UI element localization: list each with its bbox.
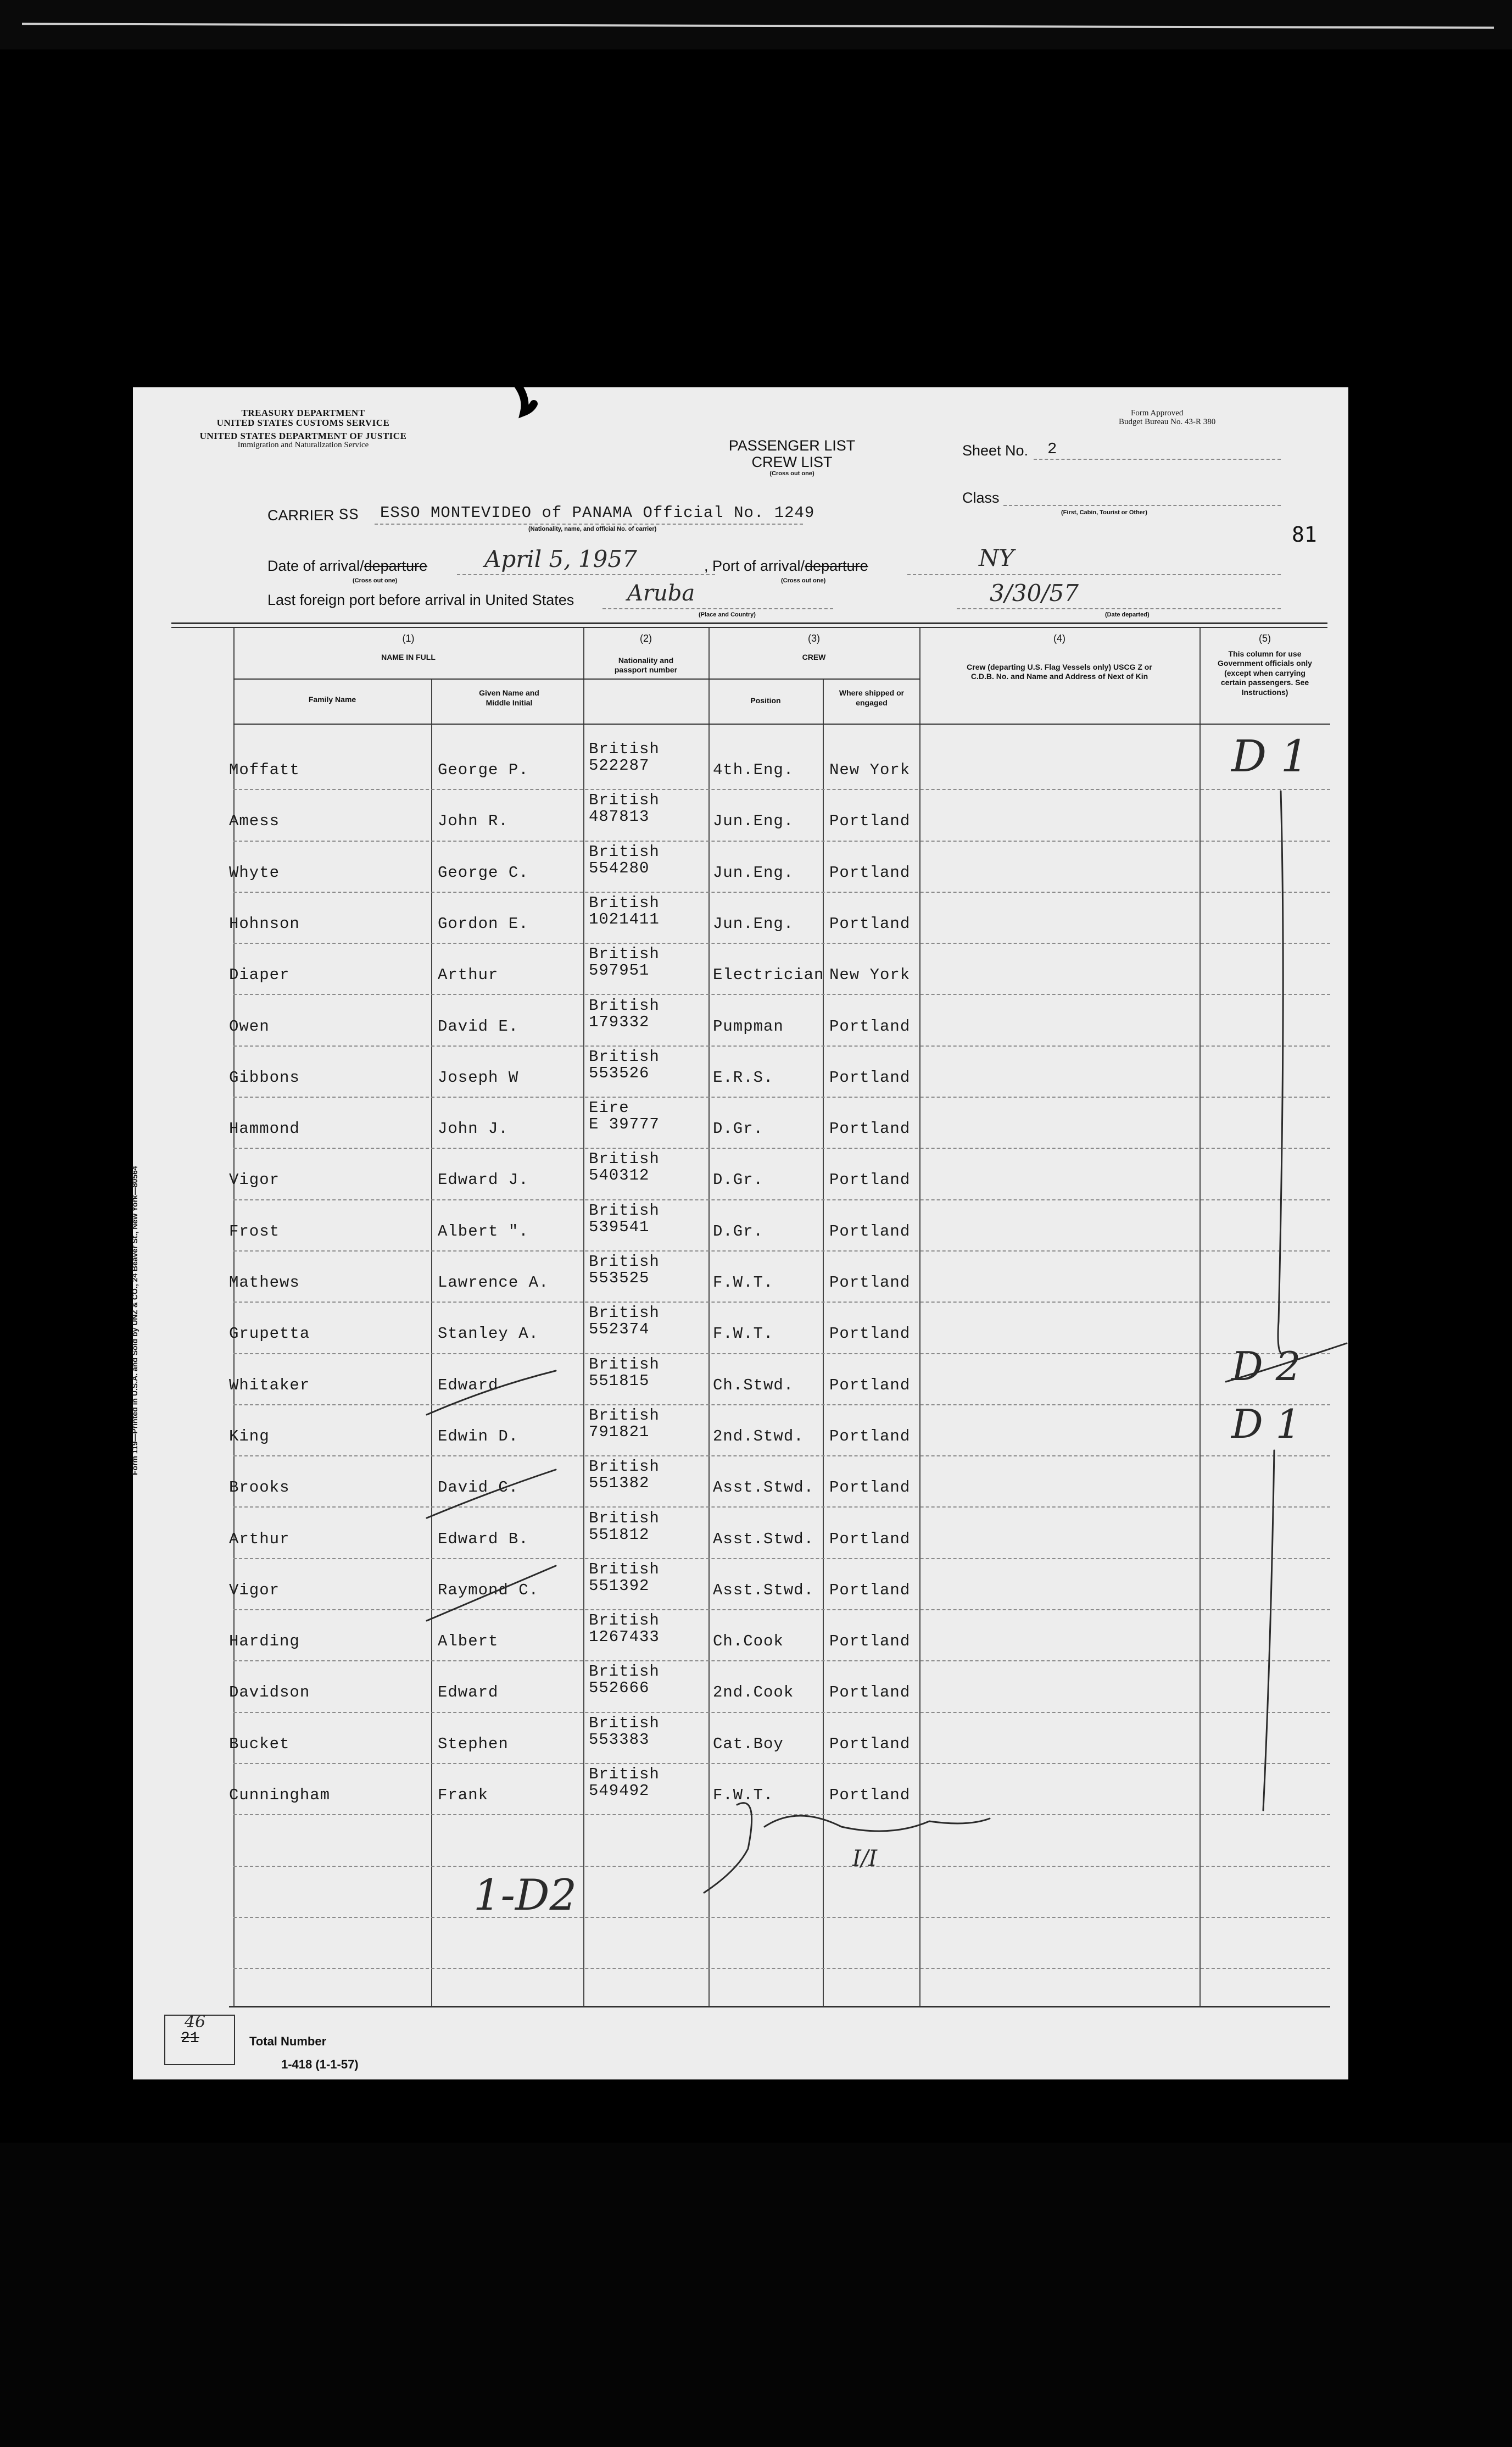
family-name: Whyte xyxy=(229,863,280,882)
nationality: British xyxy=(589,1304,660,1322)
where-engaged: Portland xyxy=(829,1734,911,1753)
given-name: Stephen xyxy=(438,1734,509,1753)
given-name: John R. xyxy=(438,812,509,831)
form-number: 1-418 (1-1-57) xyxy=(281,2057,359,2071)
nationality: British xyxy=(589,1406,660,1425)
where-engaged: Portland xyxy=(829,1017,911,1036)
position: Asst.Stwd. xyxy=(713,1478,814,1497)
where-engaged: Portland xyxy=(829,1376,911,1394)
date-departure-struck: departure xyxy=(364,558,428,574)
date-arrival-label: Date of arrival/ xyxy=(267,558,364,574)
given-name: Albert xyxy=(438,1632,499,1651)
given-name: Edwin D. xyxy=(438,1427,519,1445)
nationality: British xyxy=(589,1458,660,1476)
family-name: Grupetta xyxy=(229,1325,310,1343)
nationality: British xyxy=(589,1662,660,1681)
where-engaged: Portland xyxy=(829,1427,911,1445)
place-note: (Place and Country) xyxy=(699,611,756,618)
family-name: Bucket xyxy=(229,1734,290,1753)
family-name: Frost xyxy=(229,1222,280,1241)
handwriting-layer xyxy=(133,387,1348,2079)
col5-title: This column for use Government officials only (except when carrying certain passengers. See Instructions) xyxy=(1218,649,1312,697)
printer-side-text: Form 119—Printed in U.S.A. and Sold by UNZ & CO., 24 Beaver St., New York—80564 xyxy=(130,1166,139,1475)
annotation-initials: I/I xyxy=(852,1846,878,1871)
col2-number: (2) xyxy=(640,633,652,644)
passport-number: 549492 xyxy=(589,1782,650,1800)
passport-number: 597951 xyxy=(589,961,650,980)
passenger-list-label: PASSENGER LIST xyxy=(728,437,856,454)
col2-title: Nationality and passport number xyxy=(614,655,678,674)
nationality: British xyxy=(589,1150,660,1169)
given-name: George P. xyxy=(438,761,529,779)
position: Asst.Stwd. xyxy=(713,1530,814,1548)
ins-line: Immigration and Naturalization Service xyxy=(237,440,369,449)
col3-number: (3) xyxy=(808,633,820,644)
carrier-ss: SS xyxy=(339,506,359,524)
justice-line: UNITED STATES DEPARTMENT OF JUSTICE xyxy=(199,430,407,441)
where-engaged: Portland xyxy=(829,914,911,933)
signature-stroke xyxy=(704,1803,990,1893)
where-engaged: Portland xyxy=(829,812,911,831)
total-box xyxy=(164,2012,235,2065)
treasury-line: TREASURY DEPARTMENT xyxy=(241,408,365,418)
position: Ch.Stwd. xyxy=(713,1376,794,1394)
arrival-date-handwritten: April 5, 1957 xyxy=(484,546,637,572)
position: Cat.Boy xyxy=(713,1734,784,1753)
given-name: Frank xyxy=(438,1786,489,1804)
passport-number: 1021411 xyxy=(589,910,660,928)
nationality: British xyxy=(589,740,660,758)
port-departure-struck: departure xyxy=(805,558,868,574)
port-handwritten: NY xyxy=(979,544,1014,571)
given-name: George C. xyxy=(438,863,529,882)
given-name: Lawrence A. xyxy=(438,1273,549,1292)
family-name: Mathews xyxy=(229,1273,300,1292)
family-name: Cunningham xyxy=(229,1786,331,1804)
position: D.Gr. xyxy=(713,1171,764,1189)
passport-number: 539541 xyxy=(589,1217,650,1236)
nationality: British xyxy=(589,1355,660,1373)
family-name-header: Family Name xyxy=(308,695,356,704)
total-number-label: Total Number xyxy=(249,2034,327,2048)
annotation-d2: D 2 xyxy=(1231,1343,1301,1389)
passport-number: 179332 xyxy=(589,1013,650,1031)
last-port-handwritten: Aruba xyxy=(627,581,695,606)
family-name: Vigor xyxy=(229,1581,280,1599)
position: D.Gr. xyxy=(713,1222,764,1241)
family-name: Moffatt xyxy=(229,761,300,779)
given-name: Stanley A. xyxy=(438,1325,539,1343)
carrier-note: (Nationality, name, and official No. of carrier) xyxy=(528,526,657,532)
col5-bracket-top xyxy=(1278,791,1283,1354)
crew-list-form xyxy=(130,387,1348,2079)
where-engaged: Portland xyxy=(829,1273,911,1292)
family-name: King xyxy=(229,1427,270,1445)
given-name: Albert ". xyxy=(438,1222,529,1241)
budget-number: Budget Bureau No. 43-R 380 xyxy=(1119,417,1216,426)
nationality: British xyxy=(589,996,660,1015)
position: F.W.T. xyxy=(713,1273,774,1292)
given-name: Joseph W xyxy=(438,1068,519,1087)
given-name: Edward B. xyxy=(438,1530,529,1548)
where-engaged: Portland xyxy=(829,1786,911,1804)
total-new-value: 46 xyxy=(185,2012,206,2032)
position-header: Position xyxy=(750,696,781,705)
col5-bracket-bottom xyxy=(1263,1450,1274,1810)
family-name: Harding xyxy=(229,1632,300,1651)
family-name: Owen xyxy=(229,1017,270,1036)
passport-number: 522287 xyxy=(589,757,650,775)
position: Jun.Eng. xyxy=(713,812,794,831)
form-approved: Form Approved xyxy=(1131,409,1184,418)
film-bottom-edge xyxy=(0,2143,1512,2447)
nationality: British xyxy=(589,1611,660,1630)
position: Jun.Eng. xyxy=(713,863,794,882)
given-name: Raymond C. xyxy=(438,1581,539,1599)
col4-number: (4) xyxy=(1053,633,1065,644)
page-number: 81 xyxy=(1292,522,1317,547)
given-name: David E. xyxy=(438,1017,519,1036)
col1-title: NAME IN FULL xyxy=(381,652,436,661)
position: 4th.Eng. xyxy=(713,761,794,779)
where-engaged: Portland xyxy=(829,1068,911,1087)
crew-list-label: CREW LIST xyxy=(751,453,833,470)
given-name: Edward xyxy=(438,1376,499,1394)
given-name-header: Given Name and Middle Initial xyxy=(479,688,539,707)
family-name: Hohnson xyxy=(229,914,300,933)
position: F.W.T. xyxy=(713,1786,774,1804)
passport-number: 540312 xyxy=(589,1166,650,1185)
passport-number: 1267433 xyxy=(589,1628,660,1647)
class-note: (First, Cabin, Tourist or Other) xyxy=(1061,509,1147,516)
family-name: Arthur xyxy=(229,1530,290,1548)
nationality: Eire xyxy=(589,1099,629,1117)
passport-number: 553525 xyxy=(589,1269,650,1287)
where-engaged: Portland xyxy=(829,1325,911,1343)
passport-number: 791821 xyxy=(589,1422,650,1441)
passport-number: 487813 xyxy=(589,808,650,826)
given-name: Edward xyxy=(438,1683,499,1702)
port-cross-note: (Cross out one) xyxy=(781,577,826,584)
carrier-label: CARRIER xyxy=(267,507,334,524)
position: F.W.T. xyxy=(713,1325,774,1343)
given-name: John J. xyxy=(438,1120,509,1138)
family-name: Davidson xyxy=(229,1683,310,1702)
nationality: British xyxy=(589,893,660,912)
where-engaged: New York xyxy=(829,966,911,985)
sheet-label: Sheet No. xyxy=(962,442,1029,459)
date-cross-note: (Cross out one) xyxy=(353,577,398,584)
sheet-value: 2 xyxy=(1047,440,1058,458)
carrier-value: ESSO MONTEVIDEO of PANAMA Official No. 1249 xyxy=(380,504,815,522)
tick-mark xyxy=(427,1470,556,1518)
where-engaged: Portland xyxy=(829,1683,911,1702)
col4-title: Crew (departing U.S. Flag Vessels only) USCG Z or C.D.B. No. and Name and Address of Next of Kin xyxy=(967,662,1152,681)
passport-number: 551812 xyxy=(589,1525,650,1544)
where-engaged: Portland xyxy=(829,1171,911,1189)
nationality: British xyxy=(589,1201,660,1220)
nationality: British xyxy=(589,1253,660,1271)
where-engaged: Portland xyxy=(829,863,911,882)
position: Ch.Cook xyxy=(713,1632,784,1651)
nationality: British xyxy=(589,1714,660,1732)
date-departed-handwritten: 3/30/57 xyxy=(990,580,1079,607)
passport-number: 552374 xyxy=(589,1320,650,1339)
position: D.Gr. xyxy=(713,1120,764,1138)
given-name: Gordon E. xyxy=(438,914,529,933)
nationality: British xyxy=(589,1509,660,1527)
title-cross-note: (Cross out one) xyxy=(769,470,814,477)
where-engaged: Portland xyxy=(829,1530,911,1548)
last-port-label: Last foreign port before arrival in United States xyxy=(267,592,574,608)
col1-number: (1) xyxy=(402,633,415,644)
position: Pumpman xyxy=(713,1017,784,1036)
passport-number: E 39777 xyxy=(589,1115,660,1134)
position: E.R.S. xyxy=(713,1068,774,1087)
nationality: British xyxy=(589,791,660,810)
hole-punch-mark xyxy=(517,385,534,412)
passport-number: 553383 xyxy=(589,1730,650,1749)
annotation-d1-top: D 1 xyxy=(1231,731,1309,782)
port-arrival-label: , Port of arrival/ xyxy=(704,558,805,574)
family-name: Amess xyxy=(229,812,280,831)
given-name: David C. xyxy=(438,1478,519,1497)
family-name: Diaper xyxy=(229,966,290,985)
passport-number: 551815 xyxy=(589,1371,650,1390)
position: 2nd.Cook xyxy=(713,1683,794,1702)
customs-line: UNITED STATES CUSTOMS SERVICE xyxy=(216,417,390,428)
date-departed-note: (Date departed) xyxy=(1105,611,1150,618)
where-engaged: Portland xyxy=(829,1222,911,1241)
position: Electrician xyxy=(713,966,824,985)
where-header: Where shipped or engaged xyxy=(839,688,905,707)
nationality: British xyxy=(589,1560,660,1578)
nationality: British xyxy=(589,945,660,964)
tick-mark xyxy=(427,1566,556,1621)
annotation-d1-lower: D 1 xyxy=(1231,1401,1301,1447)
position: 2nd.Stwd. xyxy=(713,1427,804,1445)
family-name: Brooks xyxy=(229,1478,290,1497)
where-engaged: Portland xyxy=(829,1581,911,1599)
col3-title: CREW xyxy=(802,652,826,661)
col5-number: (5) xyxy=(1259,633,1271,644)
annotation-1-d2: 1-D2 xyxy=(473,1871,577,1920)
nationality: British xyxy=(589,1765,660,1783)
tick-mark xyxy=(427,1371,556,1415)
nationality: British xyxy=(589,1047,660,1066)
where-engaged: Portland xyxy=(829,1478,911,1497)
where-engaged: Portland xyxy=(829,1632,911,1651)
passport-number: 551392 xyxy=(589,1576,650,1595)
passport-number: 553526 xyxy=(589,1064,650,1082)
total-old-value: 21 xyxy=(181,2030,199,2047)
given-name: Edward J. xyxy=(438,1171,529,1189)
passport-number: 554280 xyxy=(589,859,650,877)
family-name: Gibbons xyxy=(229,1068,300,1087)
family-name: Whitaker xyxy=(229,1376,310,1394)
class-label: Class xyxy=(962,490,1000,506)
position: Asst.Stwd. xyxy=(713,1581,814,1599)
nationality: British xyxy=(589,842,660,861)
given-name: Arthur xyxy=(438,966,499,985)
position: Jun.Eng. xyxy=(713,914,794,933)
where-engaged: Portland xyxy=(829,1120,911,1138)
family-name: Vigor xyxy=(229,1171,280,1189)
where-engaged: New York xyxy=(829,761,911,779)
passport-number: 551382 xyxy=(589,1474,650,1493)
passport-number: 552666 xyxy=(589,1679,650,1698)
family-name: Hammond xyxy=(229,1120,300,1138)
